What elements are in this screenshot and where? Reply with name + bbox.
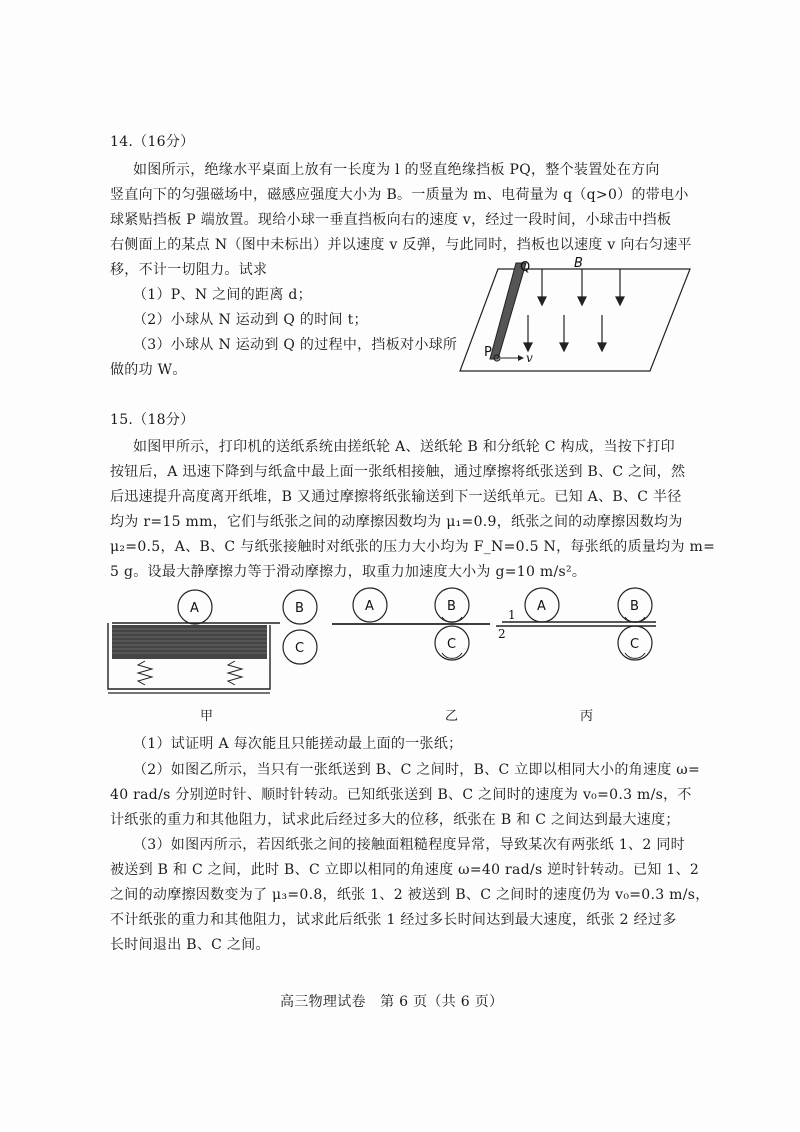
q14-part-3-cont: 做的功 W。 — [110, 362, 187, 378]
caption-bing: 丙 — [580, 709, 594, 724]
q14-header: 14.（16分） — [110, 134, 195, 150]
q15-sub2-line-1: （2）如图乙所示，当只有一张纸送到 B、C 之间时，B、C 立即以相同大小的角速度 ω= — [133, 762, 701, 778]
label-v: v — [526, 351, 533, 365]
label-p: P — [484, 345, 492, 360]
label-b: B — [295, 601, 304, 616]
q15-sub1: （1）试证明 A 每次能且只能搓动最上面的一张纸； — [133, 736, 463, 752]
label-b: B — [574, 256, 583, 271]
q14-part-2: （2）小球从 N 运动到 Q 的时间 t； — [133, 312, 368, 328]
q15-header: 15.（18分） — [110, 412, 195, 428]
label-b: B — [630, 599, 639, 614]
q14-part-1: （1）P、N 之间的距离 d； — [133, 287, 312, 303]
caption-jia: 甲 — [200, 709, 214, 724]
q14-line-2: 竖直向下的匀强磁场中，磁感应强度大小为 B。一质量为 m、电荷量为 q（q>0）的带电小 — [110, 187, 689, 203]
q15-sub2-line-2: 40 rad/s 分别逆时针、顺时针转动。已知纸张送到 B、C 之间时的速度为 v₀=0.3 m/s，不 — [110, 787, 692, 803]
springs — [138, 661, 242, 685]
label-a: A — [365, 599, 374, 614]
velocity-arrow-head — [518, 355, 524, 361]
label-c: C — [295, 641, 305, 656]
caption-yi: 乙 — [445, 709, 459, 724]
label-a: A — [190, 601, 199, 616]
q15-line-5: μ₂=0.5，A、B、C 与纸张接触时对纸张的压力大小均为 F_N=0.5 N，每张纸的质量均为 m= — [110, 539, 716, 555]
q15-line-4: 均为 r=15 mm，它们与纸张之间的动摩擦因数均为 μ₁=0.9，纸张之间的动摩擦因数均为 — [110, 514, 683, 530]
q15-sub3-line-5: 长时间退出 B、C 之间。 — [110, 937, 270, 953]
q15-sub3-line-2: 被送到 B 和 C 之间，此时 B、C 立即以相同的角速度 ω=40 rad/s 逆时针转动。已知 1、2 — [110, 862, 700, 878]
q15-line-2: 按钮后，A 迅速下降到与纸盒中最上面一张纸相接触，通过摩擦将纸张送到 B、C 之间，然 — [110, 464, 686, 480]
label-c: C — [447, 637, 457, 652]
label-q: Q — [520, 260, 531, 275]
figure-jia — [108, 590, 317, 724]
label-sheet-1: 1 — [508, 608, 516, 622]
label-a: A — [537, 599, 546, 614]
figure-yi — [332, 588, 490, 724]
page-footer: 高三物理试卷 第 6 页（共 6 页） — [280, 994, 504, 1010]
rotation-arrow-c — [625, 653, 645, 658]
q15-sub3-line-4: 不计纸张的重力和其他阻力，试求此后纸张 1 经过多长时间达到最大速度，纸张 2 经过多 — [110, 912, 677, 928]
q14-line-4: 右侧面上的某点 N（图中未标出）并以速度 v 反弹，与此同时，挡板也以速度 v 向右匀速平 — [110, 237, 692, 253]
q14-line-1: 如图所示，绝缘水平桌面上放有一长度为 l 的竖直绝缘挡板 PQ，整个装置处在方向 — [133, 162, 660, 178]
q15-line-1: 如图甲所示，打印机的送纸系统由搓纸轮 A、送纸轮 B 和分纸轮 C 构成，当按下打印 — [133, 439, 675, 455]
figure-bing — [496, 588, 656, 724]
q15-sub2-line-3: 计纸张的重力和其他阻力，试求此后经过多大的位移，纸张在 B 和 C 之间达到最大速度； — [110, 812, 680, 828]
q15-line-3: 后迅速提升高度离开纸堆，B 又通过摩擦将纸张输送到下一送纸单元。已知 A、B、C 半径 — [110, 489, 682, 505]
paper-stack — [112, 625, 267, 659]
q15-sub3-line-3: 之间的动摩擦因数变为了 μ₃=0.8，纸张 1、2 被送到 B、C 之间时的速度仍为 v₀=0.3 m/s， — [110, 887, 710, 903]
label-c: C — [630, 637, 640, 652]
q14-figure — [460, 255, 690, 380]
q14-part-3: （3）小球从 N 运动到 Q 的过程中，挡板对小球所 — [133, 337, 458, 353]
q15-sub3-line-1: （3）如图丙所示，若因纸张之间的接触面粗糙程度异常，导致某次有两张纸 1、2 同时 — [133, 837, 685, 853]
q14-line-5: 移，不计一切阻力。试求 — [110, 262, 268, 278]
q14-line-3: 球紧贴挡板 P 端放置。现给小球一垂直挡板向右的速度 v，经过一段时间，小球击中挡板 — [110, 212, 672, 228]
label-sheet-2: 2 — [498, 627, 506, 641]
rotation-arrow-c — [442, 653, 462, 658]
q15-figures — [100, 585, 670, 725]
label-b: B — [447, 599, 456, 614]
magnetic-field-arrows — [524, 269, 624, 351]
q15-line-6: 5 g。设最大静摩擦力等于滑动摩擦力，取重力加速度大小为 g=10 m/s²。 — [110, 564, 587, 580]
